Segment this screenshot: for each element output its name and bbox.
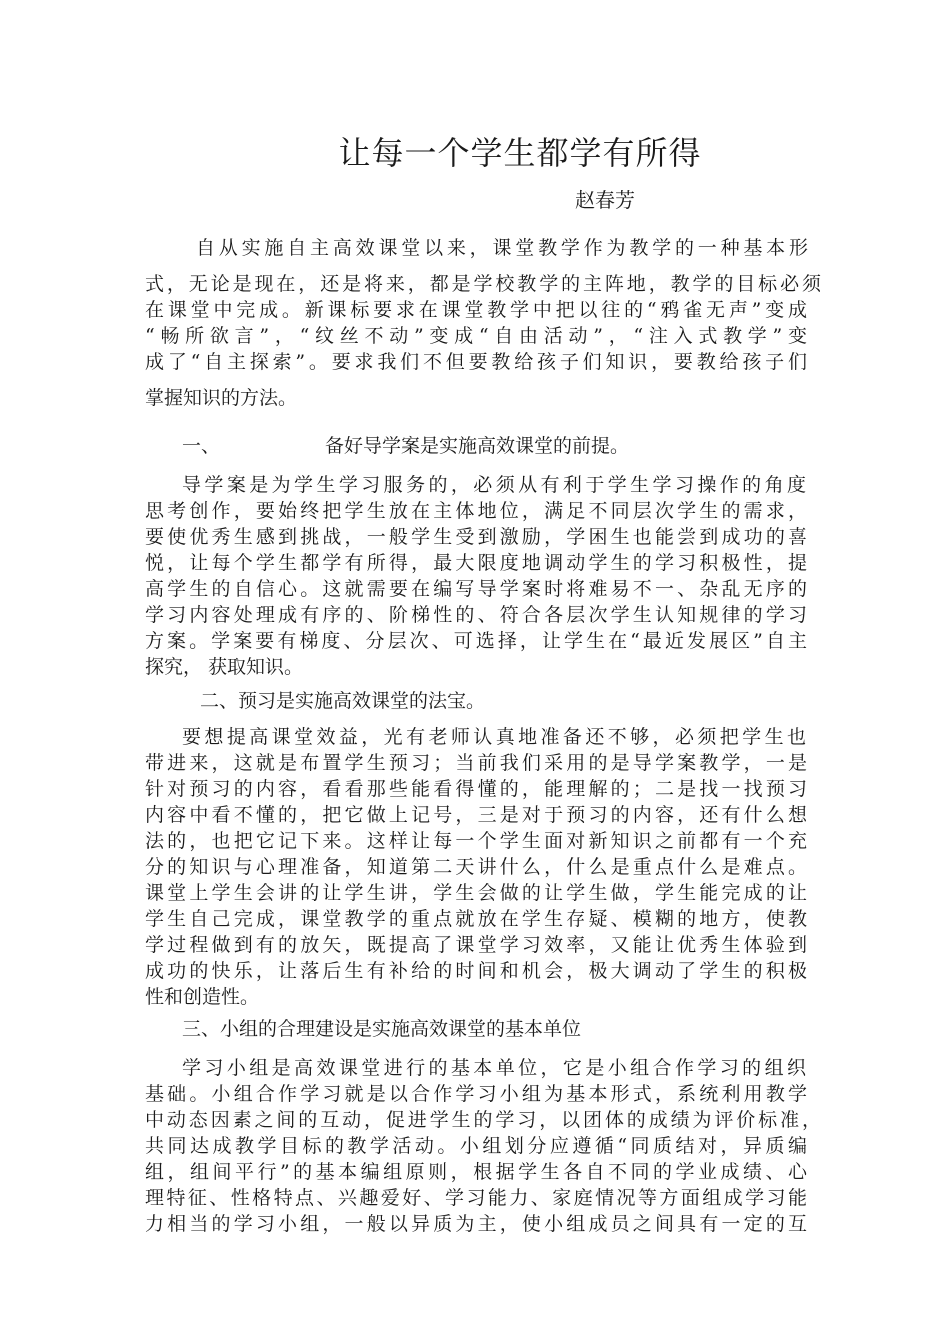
intro-line: 在课堂中完成。新课标要求在课堂教学中把以往的“鸦雀无声”变成 xyxy=(145,299,807,321)
section-3-line: 学习小组是高效课堂进行的基本单位，它是小组合作学习的组织 xyxy=(182,1057,806,1079)
section-1-line: 学习内容处理成有序的、阶梯性的、符合各层次学生认知规律的学习 xyxy=(145,604,807,626)
section-1-line: 高学生的自信心。这就需要在编写导学案时将难易不一、杂乱无序的 xyxy=(145,578,807,600)
section-3-line: 力相当的学习小组，一般以异质为主，使小组成员之间具有一定的互 xyxy=(145,1213,807,1235)
section-1-line: 思考创作，要始终把学生放在主体地位，满足不同层次学生的需求， xyxy=(145,500,807,522)
document-title: 让每一个学生都学有所得 xyxy=(338,134,702,172)
section-1-line: 悦，让每个学生都学有所得，最大限度地调动学生的学习积极性，提 xyxy=(145,552,807,574)
section-2-line: 学生自己完成，课堂教学的重点就放在学生存疑、模糊的地方，使教 xyxy=(145,908,807,930)
section-1-line: 导学案是为学生学习服务的，必须从有利于学生学习操作的角度 xyxy=(182,474,806,496)
intro-line: 掌握知识的方法。 xyxy=(145,387,298,409)
section-2-line: 学过程做到有的放矢，既提高了课堂学习效率，又能让优秀生体验到 xyxy=(145,934,807,956)
section-3-heading: 三、小组的合理建设是实施高效课堂的基本单位 xyxy=(182,1018,582,1040)
author-name: 赵春芳 xyxy=(575,188,635,212)
intro-line: 式，无论是现在，还是将来，都是学校教学的主阵地，教学的目标必须 xyxy=(145,273,821,295)
section-1-heading: 备好导学案是实施高效课堂的前提。 xyxy=(325,435,630,457)
section-2-line: 性和创造性。 xyxy=(145,986,260,1008)
intro-line: 成了“自主探索”。要求我们不但要教给孩子们知识，要教给孩子们 xyxy=(145,351,807,373)
intro-line: “畅所欲言”，“纹丝不动”变成“自由活动”，“注入式教学”变 xyxy=(145,325,807,347)
section-2-line: 成功的快乐，让落后生有补给的时间和机会，极大调动了学生的积极 xyxy=(145,960,807,982)
section-3-line: 理特征、性格特点、兴趣爱好、学习能力、家庭情况等方面组成学习能 xyxy=(145,1187,807,1209)
section-1-number: 一、 xyxy=(182,435,221,457)
section-3-line: 共同达成教学目标的教学活动。小组划分应遵循“同质结对，异质编 xyxy=(145,1135,807,1157)
section-2-line: 课堂上学生会讲的让学生讲，学生会做的让学生做，学生能完成的让 xyxy=(145,882,807,904)
section-3-line: 中动态因素之间的互动，促进学生的学习，以团体的成绩为评价标准， xyxy=(145,1109,821,1131)
section-3-line: 基础。小组合作学习就是以合作学习小组为基本形式，系统利用教学 xyxy=(145,1083,807,1105)
section-3-line: 组，组间平行”的基本编组原则，根据学生各自不同的学业成绩、心 xyxy=(145,1161,807,1183)
section-2-line: 针对预习的内容，看看那些能看得懂的，能理解的；二是找一找预习 xyxy=(145,778,807,800)
section-1-line: 方案。学案要有梯度、分层次、可选择，让学生在“最近发展区”自主 xyxy=(145,630,807,652)
section-2-line: 带进来，这就是布置学生预习；当前我们采用的是导学案教学，一是 xyxy=(145,752,807,774)
section-2-line: 要想提高课堂效益，光有老师认真地准备还不够，必须把学生也 xyxy=(182,726,806,748)
section-1-line: 探究， 获取知识。 xyxy=(145,656,304,678)
intro-line: 自从实施自主高效课堂以来，课堂教学作为教学的一种基本形 xyxy=(196,237,808,259)
section-1-line: 要使优秀生感到挑战，一般学生受到激励，学困生也能尝到成功的喜 xyxy=(145,526,807,548)
section-2-heading: 二、预习是实施高效课堂的法宝。 xyxy=(200,690,486,712)
section-2-line: 内容中看不懂的，把它做上记号，三是对于预习的内容，还有什么想 xyxy=(145,804,807,826)
section-2-line: 法的，也把它记下来。这样让每一个学生面对新知识之前都有一个充 xyxy=(145,830,807,852)
section-2-line: 分的知识与心理准备，知道第二天讲什么，什么是重点什么是难点。 xyxy=(145,856,807,878)
